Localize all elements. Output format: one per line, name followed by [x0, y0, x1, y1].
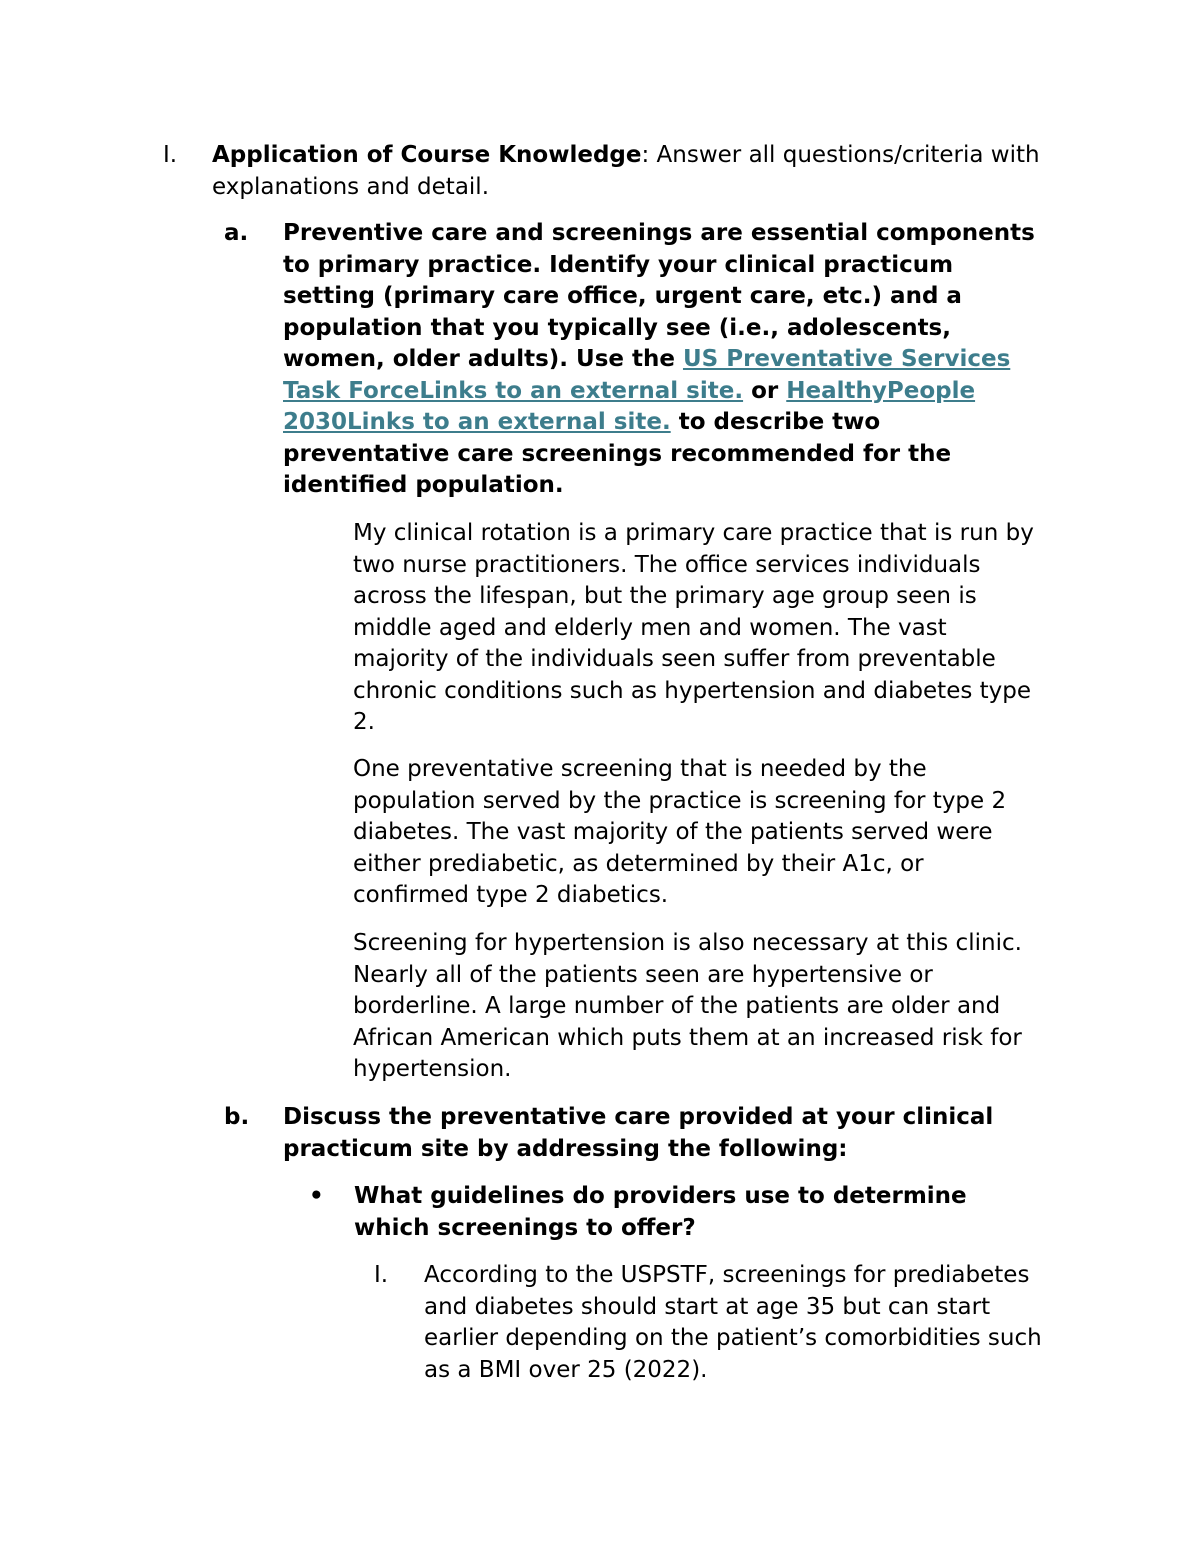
answer-line: across the lifespan, but the primary age group seen is — [353, 583, 977, 609]
section-heading-block — [212, 140, 1112, 203]
question-line: What guidelines do providers use to determine — [354, 1183, 967, 1209]
item-b-question — [283, 1102, 1163, 1165]
answer-line: One preventative screening that is needed by the — [353, 756, 927, 782]
question-line: identified population. — [283, 472, 564, 498]
item-a-marker: a. — [224, 220, 249, 246]
answer-line: and diabetes should start at age 35 but can start — [424, 1293, 991, 1320]
question-line: to primary practice. Identify your clinical practicum — [283, 251, 954, 278]
question-text: or — [743, 377, 787, 404]
answer-paragraph — [353, 518, 1173, 739]
answer-paragraph — [353, 754, 1173, 912]
question-line: Preventive care and screenings are essential components — [283, 220, 1035, 246]
question-line: practicum site by addressing the following: — [283, 1135, 848, 1162]
answer-line: majority of the individuals seen suffer from preventable — [353, 646, 996, 672]
answer-line: According to the USPSTF, screenings for prediabetes — [424, 1262, 1030, 1288]
uspstf-link[interactable]: US Preventative Services — [682, 346, 1011, 372]
section-marker: I. — [163, 142, 178, 168]
question-text: to describe two — [670, 409, 881, 435]
answer-line: middle aged and elderly men and women. The vast — [353, 614, 947, 641]
question-line: which screenings to offer? — [354, 1214, 696, 1241]
answer-line: Screening for hypertension is also necessary at this clinic. — [353, 930, 1022, 956]
question-line: setting (primary care office, urgent care, etc.) and a — [283, 283, 962, 309]
question-line — [283, 376, 1163, 408]
answer-line: 2. — [353, 709, 375, 735]
answer-line: Nearly all of the patients seen are hypertensive or — [353, 961, 933, 988]
healthypeople-link-cont[interactable]: 2030Links to an external site. — [283, 409, 671, 435]
answer-line: My clinical rotation is a primary care practice that is run by — [353, 520, 1034, 546]
section-heading: Application of Course Knowledge — [212, 142, 642, 168]
answer-paragraph — [353, 928, 1173, 1086]
answer-line: as a BMI over 25 (2022). — [424, 1356, 708, 1383]
question-line — [283, 407, 1163, 439]
question-line: preventative care screenings recommended for the — [283, 440, 952, 467]
question-line: Discuss the preventative care provided at your clinical — [283, 1104, 994, 1130]
answer-line: earlier depending on the patient’s comorbidities such — [424, 1325, 1042, 1351]
answer-line: confirmed type 2 diabetics. — [353, 882, 669, 908]
bullet-question — [354, 1181, 1174, 1244]
item-a-question — [283, 218, 1163, 502]
healthypeople-link[interactable]: HealthyPeople — [786, 377, 976, 404]
answer-line: chronic conditions such as hypertension and diabetes type — [353, 677, 1032, 704]
sub-item-answer — [424, 1260, 1184, 1386]
item-b-marker: b. — [224, 1104, 250, 1130]
bullet-icon: • — [309, 1183, 324, 1209]
answer-line: either prediabetic, as determined by their A1c, or — [353, 850, 924, 877]
answer-line: two nurse practitioners. The office services individuals — [353, 551, 981, 578]
question-line: population that you typically see (i.e., adolescents, — [283, 314, 951, 341]
answer-line: African American which puts them at an increased risk for — [353, 1024, 1022, 1051]
section-heading-line — [212, 140, 1112, 172]
question-text: women, older adults). Use the — [283, 346, 683, 372]
answer-line: diabetes. The vast majority of the patients served were — [353, 819, 993, 845]
uspstf-link-cont[interactable]: Task ForceLinks to an external site. — [283, 377, 744, 404]
question-line — [283, 344, 1163, 376]
section-heading-rest: : Answer all questions/criteria with — [641, 142, 1040, 168]
answer-line: hypertension. — [353, 1056, 512, 1082]
answer-line: population served by the practice is screening for type 2 — [353, 787, 1007, 814]
section-heading-line2: explanations and detail. — [212, 173, 489, 200]
answer-line: borderline. A large number of the patients are older and — [353, 993, 1001, 1019]
sub-item-marker: I. — [374, 1262, 389, 1288]
